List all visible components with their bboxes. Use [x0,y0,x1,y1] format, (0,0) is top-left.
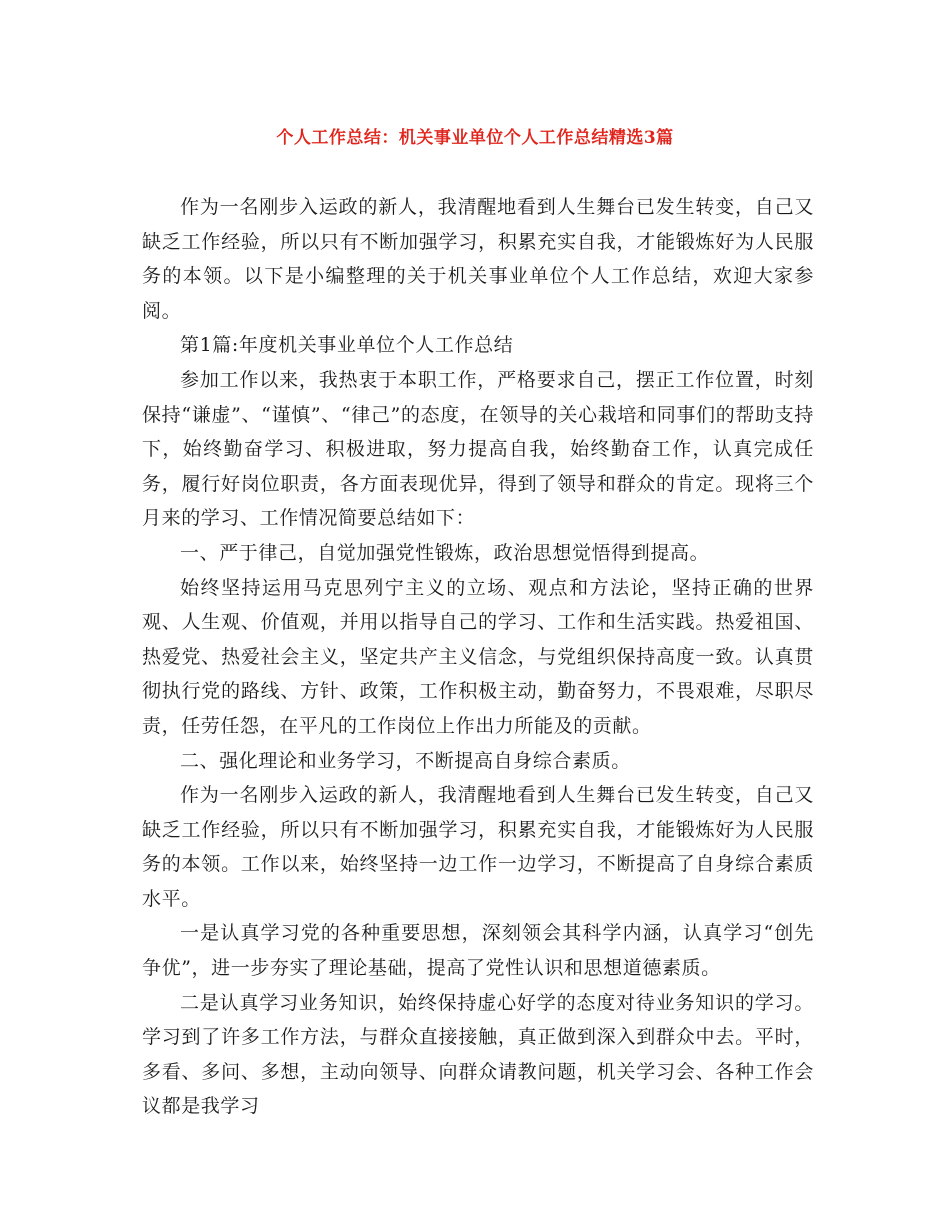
document-title: 个人工作总结：机关事业单位个人工作总结精选3篇 [276,128,674,148]
section-heading-one: 一、严于律己，自觉加强党性锻炼，政治思想觉悟得到提高。 [180,541,710,564]
document-body [142,190,814,1124]
section-heading-part-1: 第1篇:年度机关事业单位个人工作总结 [180,334,514,357]
section-heading-two: 二、强化理论和业务学习，不断提高自身综合素质。 [180,749,631,772]
body-paragraph: 参加工作以来，我热衷于本职工作，严格要求自己，摆正工作位置，时刻保持“谦虚”、“谨慎”、“律己”的态度，在领导的关心栽培和同事们的帮助支持下，始终勤奋学习、积极进取，努力提高自我，始终勤奋工作，认真完成任务，履行好岗位职责，各方面表现优异，得到了领导和群众的肯定。现将三个月来的学习、工作情况简要总结如下： [142,368,814,530]
body-paragraph: 一是认真学习党的各种重要思想，深刻领会其科学内涵，认真学习“创先争优”，进一步夯实了理论基础，提高了党性认识和思想道德素质。 [142,922,814,980]
body-paragraph: 二是认真学习业务知识，始终保持虚心好学的态度对待业务知识的学习。学习到了许多工作方法，与群众直接接触，真正做到深入到群众中去。平时，多看、多问、多想，主动向领导、向群众请教问题，机关学习会、各种工作会议都是我学习 [142,991,814,1118]
intro-paragraph: 作为一名刚步入运政的新人，我清醒地看到人生舞台已发生转变，自己又缺乏工作经验，所以只有不断加强学习，积累充实自我，才能锻炼好为人民服务的本领。以下是小编整理的关于机关事业单位个人工作总结，欢迎大家参阅。 [142,196,814,322]
body-paragraph: 作为一名刚步入运政的新人，我清醒地看到人生舞台已发生转变，自己又缺乏工作经验，所以只有不断加强学习，积累充实自我，才能锻炼好为人民服务的本领。工作以来，始终坚持一边工作一边学习，不断提高了自身综合素质水平。 [142,784,814,910]
body-paragraph: 始终坚持运用马克思列宁主义的立场、观点和方法论，坚持正确的世界观、人生观、价值观，并用以指导自己的学习、工作和生活实践。热爱祖国、热爱党、热爱社会主义，坚定共产主义信念，与党组织保持高度一致。认真贯彻执行党的路线、方针、政策，工作积极主动，勤奋努力，不畏艰难，尽职尽责，任劳任怨，在平凡的工作岗位上作出力所能及的贡献。 [142,576,814,737]
